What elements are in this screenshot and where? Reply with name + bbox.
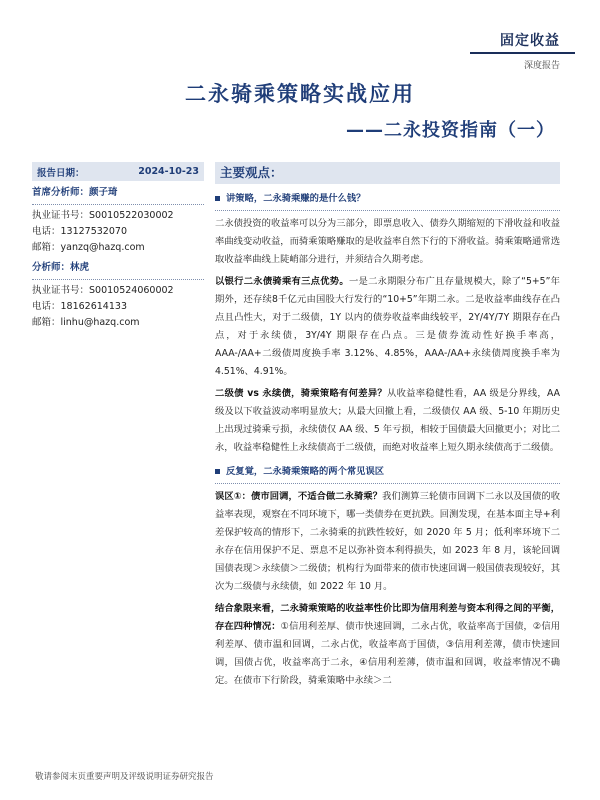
square-bullet-icon bbox=[215, 469, 220, 474]
paragraph bbox=[215, 385, 560, 457]
paragraph bbox=[215, 488, 560, 596]
analyst-sidebar bbox=[32, 162, 204, 331]
paragraph-lead: 误区①：债市回调，不适合做二永骑乘？ bbox=[215, 491, 383, 502]
paragraph-body: 一是二永期限分布广且存量规模大，除了“5+5”年期外，还存续8千亿元由国股大行发行的“10+5”年期二永。二是收益率曲线存在凸点且凸性大，对于二级债，1Y 以内的债券收益率曲线较平，2Y/4Y/7Y 期限存在凸点，对于永续债，3Y/4Y 期限存在凸点。三是债券流动性好换手率高， AAA-/AA+二级债周度换手率 3.12%、4.85%，AAA-/AA+永续债周度换手率为 4.51%、4.91%。 bbox=[215, 276, 560, 377]
bullet-heading-text: 讲策略，二永骑乘赚的是什么钱？ bbox=[226, 193, 366, 204]
bullet-heading bbox=[215, 463, 560, 481]
divider bbox=[32, 279, 204, 280]
report-title: 二永骑乘策略实战应用 bbox=[185, 82, 415, 106]
analyst-block bbox=[32, 185, 204, 256]
footer-disclaimer: 敬请参阅末页重要声明及评级说明证券研究报告 bbox=[35, 772, 214, 782]
paragraph-lead: 以银行二永债骑乘有三点优势。 bbox=[215, 276, 349, 287]
analyst-title: 分析师：林虎 bbox=[32, 262, 90, 273]
report-subtitle: ——二永投资指南（一） bbox=[346, 120, 555, 141]
report-type: 深度报告 bbox=[523, 61, 560, 71]
analyst-email[interactable]: 邮箱：linhu@hazq.com bbox=[32, 317, 140, 328]
paragraph-body: ①信用利差厚、债市快速回调，二永占优，收益率高于国债，②信用利差厚、债市温和回调，二永占优，收益率高于国债，③信用利差薄，债市快速回调，国债占优，收益率高于二永，④信用利差薄，债市温和回调，收益率情况不确定。在债市下行阶段，骑乘策略中永续＞二 bbox=[215, 621, 560, 686]
paragraph-body: 我们测算三轮债市回调下二永以及国债的收益率表现，观察在不同环境下，哪一类债券在更抗跌。回测发现，在基本面主导+利差保护较高的情形下，二永骑乘的抗跌性较好，如 2020 年 5 月；低利率环境下二永存在信用保护不足、票息不足以弥补资本利得损失，如 2023 年 8 月，该轮回调国债表现＞永续债＞二级债；机构行为面带来的债市快速回调一般国债表现较好，其次为二级债与永续债，如 2022 年 10 月。 bbox=[215, 491, 560, 592]
report-category: 固定收益 bbox=[500, 33, 560, 49]
bullet-heading-text: 反复覚，二永骑乘策略的两个常见误区 bbox=[226, 466, 385, 477]
header-divider bbox=[470, 52, 575, 54]
divider bbox=[32, 204, 204, 205]
section-title: 主要观点： bbox=[215, 162, 560, 184]
analyst-title: 首席分析师：颜子琦 bbox=[32, 187, 118, 198]
analyst-block bbox=[32, 260, 204, 331]
paragraph-lead: 结合象限来看，二永骑乘策略的收益率性价比即为信用利差与资本利得之间的平衡，存在四种情况： bbox=[215, 603, 560, 632]
paragraph bbox=[215, 600, 560, 690]
divider bbox=[215, 210, 560, 211]
date-value: 2024-10-23 bbox=[138, 166, 199, 177]
main-content bbox=[215, 162, 560, 690]
analyst-cert: 执业证书号：S0010522030002 bbox=[32, 210, 174, 221]
report-date-bar bbox=[32, 162, 204, 181]
divider bbox=[215, 483, 560, 484]
paragraph-body: 从收益率稳健性看，AA 级是分界线，AA 级及以下收益波动率明显放大；从最大回撤上看，二级债仅 AA 级、5-10 年期历史上出现过骑乘亏损，永续债仅 AA 级、5 年亏损，相较于国债最大回撤更小；对比二永，收益率稳健性上永续债高于二级债，而绝对收益率上短久期永续债高于二级债。 bbox=[215, 388, 560, 453]
date-label: 报告日期： bbox=[37, 167, 85, 179]
analyst-phone: 电话：18162614133 bbox=[32, 301, 127, 312]
paragraph: 二永债投资的收益率可以分为三部分，即票息收入、债券久期缩短的下滑收益和收益率曲线变动收益，而骑乘策略赚取的是收益率自然下行的下滑收益。骑乘策略通常选取收益率曲线上陡峭部分进行，并须结合久期考虑。 bbox=[215, 218, 560, 265]
analyst-phone: 电话：13127532070 bbox=[32, 226, 127, 237]
square-bullet-icon bbox=[215, 196, 220, 201]
analyst-cert: 执业证书号：S0010524060002 bbox=[32, 285, 174, 296]
paragraph-lead: 二级债 vs 永续债，骑乘策略有何差异？ bbox=[215, 388, 388, 399]
analyst-email[interactable]: 邮箱：yanzq@hazq.com bbox=[32, 242, 145, 253]
bullet-heading bbox=[215, 190, 560, 208]
paragraph bbox=[215, 273, 560, 381]
